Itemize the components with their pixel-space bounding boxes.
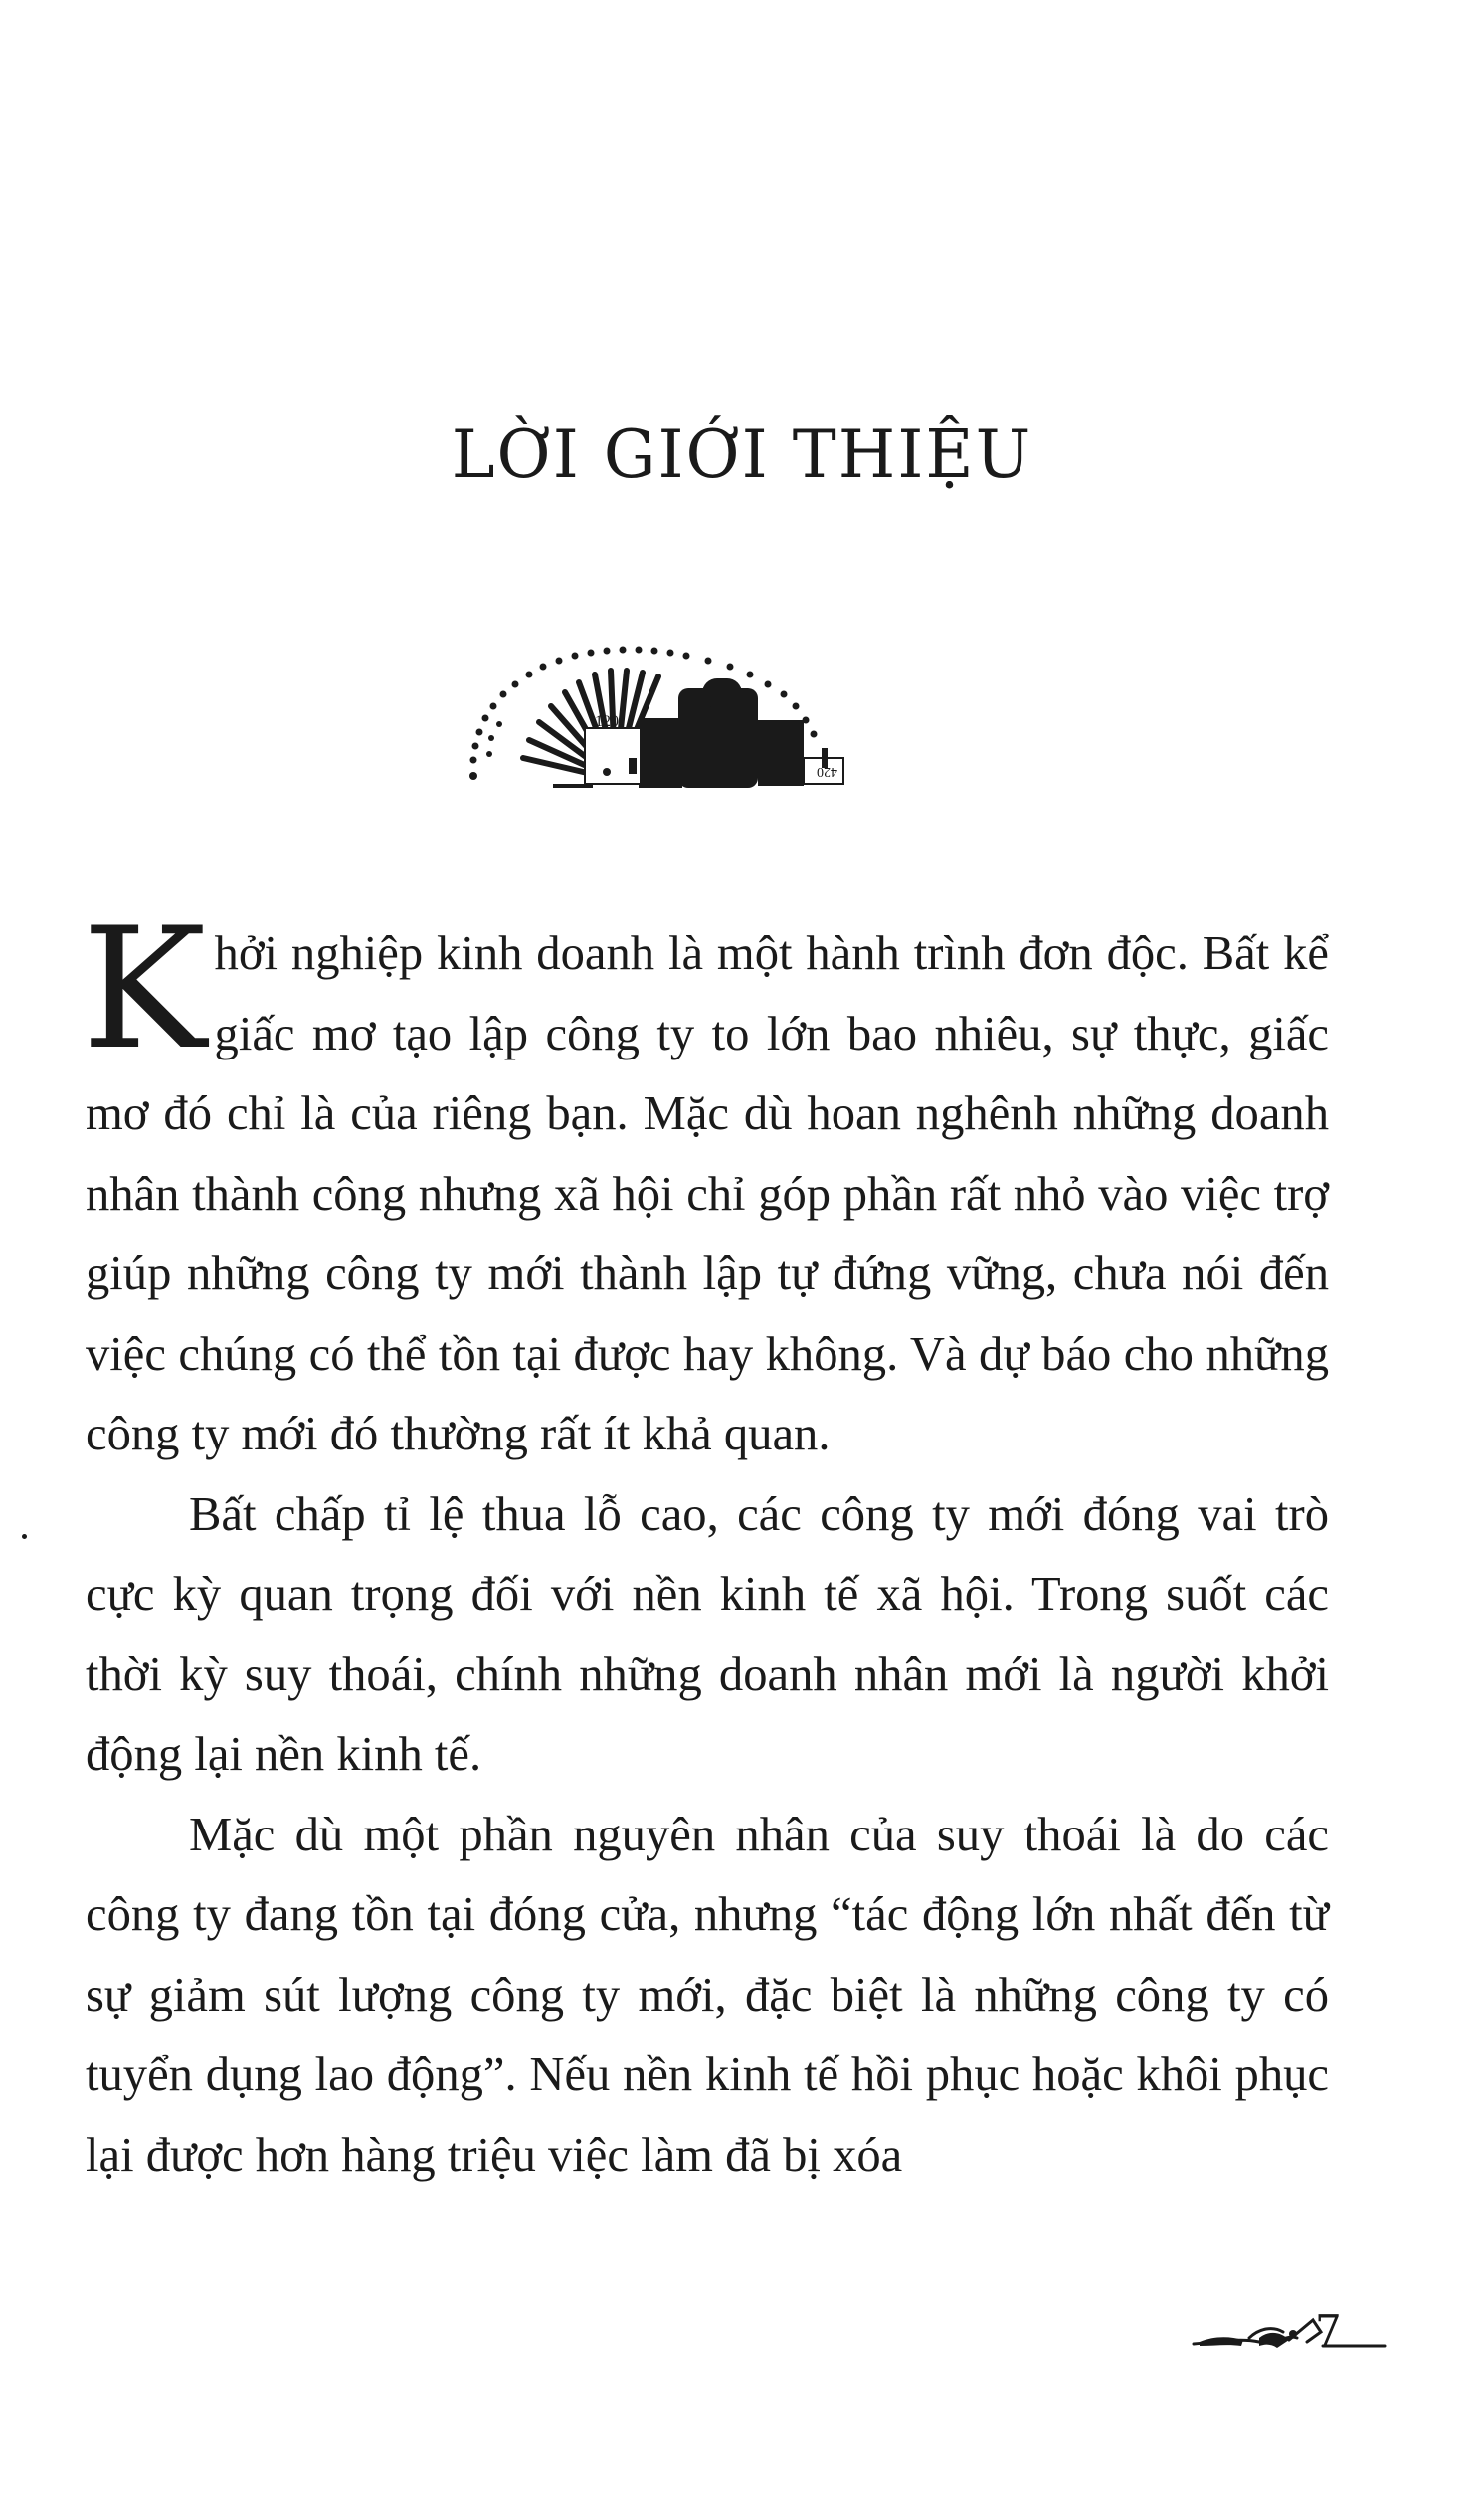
ornament-note-label: 120 bbox=[595, 713, 619, 730]
paragraph-2: Bất chấp tỉ lệ thua lỗ cao, các công ty mới đóng vai trò cực kỳ quan trọng đối với nền kinh tế xã hội. Trong suốt các thời kỳ suy thoái, chính những doanh nhân mới là người khởi động lại nền kinh tế. bbox=[86, 1486, 1329, 1781]
paragraph-1-text: hởi nghiệp kinh doanh là một hành trình đơn độc. Bất kể giấc mơ tạo lập công ty to lớn bao nhiêu, sự thực, giấc mơ đó chỉ là của riêng bạn. Mặc dù hoan nghênh những doanh nhân thành công nhưng xã hội chỉ góp phần rất nhỏ vào việc trợ giúp những công ty mới thành lập tự đứng vững, chưa nói đến việc chúng có thể tồn tại được hay không. Và dự báo cho những công ty mới đó thường rất ít khả quan. bbox=[86, 926, 1329, 1460]
stray-mark bbox=[22, 1534, 27, 1539]
body-text bbox=[82, 891, 1329, 2195]
drop-cap: K bbox=[82, 891, 207, 1086]
ornament-note-label-2: 420 bbox=[817, 764, 837, 779]
page-number-flourish-icon bbox=[1190, 2298, 1389, 2358]
chapter-title: LỜI GIỚI THIỆU bbox=[451, 416, 1033, 492]
page-number: 7 bbox=[1315, 2306, 1342, 2355]
paragraph-1 bbox=[82, 891, 1329, 1474]
paragraph-3: Mặc dù một phần nguyên nhân của suy thoái là do các công ty đang tồn tại đóng cửa, nhưng “tác động lớn nhất đến từ sự giảm sút lượng công ty mới, đặc biệt là những công ty có tuyển dụng lao động”. Nếu nền kinh tế hồi phục hoặc khôi phục lại được hơn hàng triệu việc làm đã bị xóa bbox=[86, 1807, 1329, 2182]
fanned-banknotes-ornament-icon bbox=[460, 609, 897, 798]
